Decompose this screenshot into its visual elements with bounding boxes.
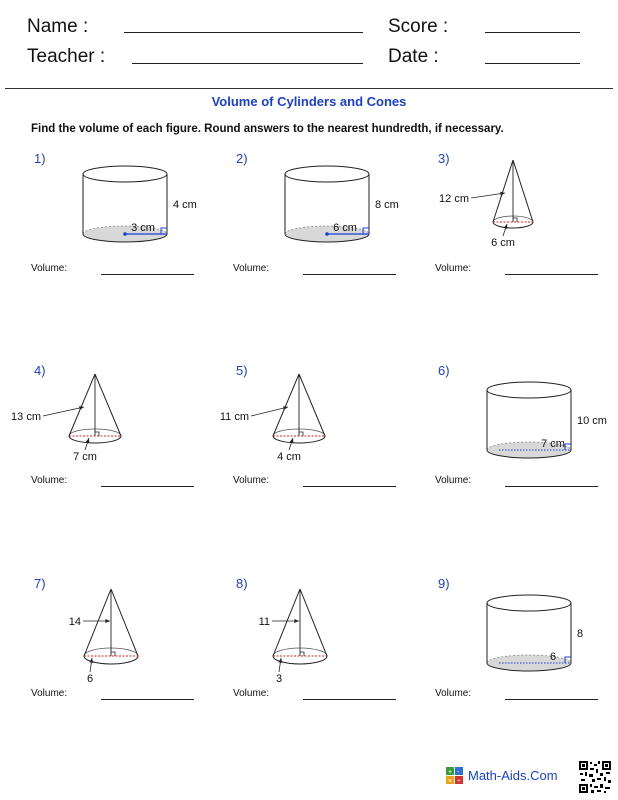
- diameter-label: 6 cm: [491, 237, 515, 249]
- volume-label: Volume:: [435, 688, 472, 699]
- volume-label: Volume:: [31, 688, 68, 699]
- height-label: 10 cm: [577, 415, 607, 427]
- svg-text:+: +: [448, 769, 453, 776]
- cone-figure: [435, 152, 605, 262]
- volume-label: Volume:: [233, 475, 270, 486]
- cylinder-figure: [435, 364, 605, 474]
- date-field[interactable]: [485, 63, 580, 64]
- volume-label: Volume:: [233, 263, 270, 274]
- slant-label: 13 cm: [11, 411, 41, 423]
- volume-answer-field[interactable]: [505, 699, 598, 700]
- volume-answer-field[interactable]: [101, 486, 194, 487]
- volume-label: Volume:: [31, 475, 68, 486]
- height-label: 8 cm: [375, 199, 399, 211]
- height-label: 8: [577, 628, 584, 640]
- name-label: Name :: [27, 16, 89, 37]
- volume-answer-field[interactable]: [101, 699, 194, 700]
- calculator-icon: [446, 767, 464, 785]
- problem-number: 1): [34, 151, 46, 166]
- volume-label: Volume:: [435, 475, 472, 486]
- header-divider: [5, 88, 613, 89]
- diameter-label: 6: [86, 673, 94, 685]
- cone-figure: [233, 577, 403, 687]
- problem-number: 2): [236, 151, 248, 166]
- volume-answer-field[interactable]: [303, 699, 396, 700]
- diameter-label: 7 cm: [73, 451, 97, 463]
- radius-label: 3 cm: [131, 222, 155, 234]
- svg-text:÷: ÷: [457, 778, 461, 785]
- volume-answer-field[interactable]: [303, 486, 396, 487]
- instructions: Find the volume of each figure. Round answers to the nearest hundredth, if necessary.: [31, 123, 504, 135]
- volume-answer-field[interactable]: [505, 274, 598, 275]
- problem-number: 3): [438, 151, 450, 166]
- cylinder-figure: [233, 152, 403, 262]
- cone-figure: [11, 364, 201, 474]
- problem-number: 7): [34, 576, 46, 591]
- slant-label: 12 cm: [439, 193, 469, 205]
- svg-text:×: ×: [448, 778, 453, 785]
- volume-answer-field[interactable]: [101, 274, 194, 275]
- radius-label: 7 cm: [541, 438, 565, 450]
- score-field[interactable]: [485, 32, 580, 33]
- cylinder-figure: [435, 577, 605, 687]
- radius-label: 6: [549, 651, 557, 663]
- cylinder-figure: [31, 152, 201, 262]
- volume-answer-field[interactable]: [303, 274, 396, 275]
- cone-figure: [31, 577, 201, 687]
- problem-number: 5): [236, 363, 248, 378]
- diameter-label: 4 cm: [277, 451, 301, 463]
- volume-label: Volume:: [435, 263, 472, 274]
- cone-figure: [219, 364, 403, 474]
- volume-label: Volume:: [31, 263, 68, 274]
- teacher-label: Teacher :: [27, 46, 106, 67]
- height-label: 14: [68, 616, 81, 628]
- name-field[interactable]: [124, 32, 363, 33]
- qr-code-icon: [578, 760, 612, 794]
- radius-label: 6 cm: [333, 222, 357, 234]
- score-label: Score :: [388, 16, 449, 37]
- date-label: Date :: [388, 46, 439, 67]
- problem-number: 8): [236, 576, 248, 591]
- slant-label: 11 cm: [219, 411, 249, 423]
- volume-label: Volume:: [233, 688, 270, 699]
- problem-number: 6): [438, 363, 450, 378]
- svg-text:-: -: [457, 769, 460, 776]
- diameter-label: 3: [275, 673, 283, 685]
- brand-name: Math-Aids.Com: [468, 768, 558, 783]
- height-label: 4 cm: [173, 199, 197, 211]
- teacher-field[interactable]: [132, 63, 363, 64]
- worksheet-title: Volume of Cylinders and Cones: [211, 94, 407, 109]
- volume-answer-field[interactable]: [505, 486, 598, 487]
- height-label: 11: [258, 616, 270, 628]
- problem-number: 4): [34, 363, 46, 378]
- problem-number: 9): [438, 576, 450, 591]
